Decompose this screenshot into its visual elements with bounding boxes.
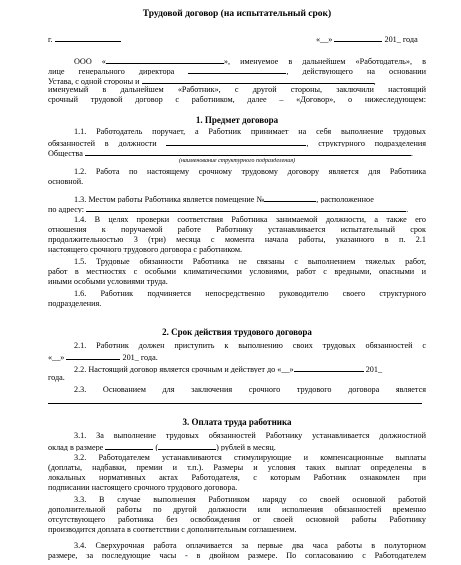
s1-line-4: 1.2. Работа по настоящему срочному трудовому договору является для Работника [74, 167, 426, 176]
s1-line-3: Общества . [48, 149, 413, 157]
intro-line-4: именуемый в дальнейшем «Работник», с другой стороны, заключили настоящий [48, 85, 426, 94]
date-month-blank[interactable] [334, 33, 382, 42]
position-blank[interactable] [166, 137, 306, 146]
date-day: «__» [316, 35, 333, 43]
salary-words-blank[interactable] [158, 441, 216, 450]
company-name-blank[interactable] [106, 55, 224, 64]
intro-line-3: Устава, с одной стороны и , [48, 77, 376, 85]
s1-line-12: 1.5. Трудовые обязанности Работника не связаны с выполнением тяжелых работ, [74, 257, 426, 266]
s3-line-5: локальных нормативных актах Работодателя, с которым Работник ознакомлен при [48, 473, 426, 482]
s3-line-3: 3.2. Работодателем устанавливаются стимулирующие и компенсационные выплаты [74, 453, 426, 462]
end-month-blank[interactable] [294, 363, 364, 372]
s3-line-1: 3.1. За выполнение трудовых обязанностей Работнику устанавливается должностной [74, 431, 426, 440]
address-blank[interactable] [86, 203, 406, 212]
s2-line-5: 2.3. Основанием для заключения срочного трудового договора является [74, 385, 426, 394]
section-3-heading: 3. Оплата труда работника [182, 417, 292, 427]
s1-line-10: продолжительностью 3 (три) месяца с момента начала работы, указанного в п. 2.1 [48, 235, 426, 244]
intro-line-1: ООО « », именуемое в дальнейшем «Работодатель», в [74, 57, 426, 65]
s3-line-8: дополнительной работы по другой должности или исполнения обязанностей временно [48, 505, 426, 514]
s3-line-10: производится доплата в соответствии с дополнительным соглашением. [48, 525, 297, 534]
s3-line-7: 3.3. В случае выполнения Работником наряду со своей основной работой [74, 495, 426, 504]
s1-line-8: 1.4. В целях проверки соответствия Работника занимаемой должности, а также его [74, 215, 426, 224]
intro-line-5: срочный трудовой договор с работником, далее – «Договор», о нижеследующем: [48, 95, 426, 104]
s1-line-16: подразделения. [48, 299, 102, 308]
employee-name-blank[interactable] [142, 75, 374, 84]
s2-line-6 [48, 395, 426, 405]
document-title: Трудовой договор (на испытательный срок) [142, 9, 332, 19]
s1-line-6: 1.3. Местом работы Работника является помещение № , расположенное [74, 195, 374, 203]
s1-line-14: иными особыми условиями труда. [48, 277, 168, 286]
date-group [316, 33, 418, 43]
s1-line-2: обязанностей в должности , структурного подразделения [48, 139, 426, 147]
s1-line-9: отношения к поручаемой работе Работнику устанавливается испытательный срок [48, 225, 426, 234]
department-hint: (наименование структурного подразделения) [178, 158, 296, 164]
s3-line-4: (доплаты, надбавки, премии и т.п.). Размеры и условия таких выплат определены в [48, 463, 426, 472]
s3-line-6: подписании настоящего срочного трудового договора. [48, 483, 238, 492]
s1-line-13: работ в местностях с особыми климатическими условиями, работ с вредными, опасными и [48, 267, 426, 276]
s1-line-15: 1.6. Работник подчиняется непосредственно руководителю своего структурного [74, 289, 426, 298]
date-year: 201_ года [382, 35, 418, 43]
s3-line-12: размере, за последующие часы - в двойном размере. По согласованию с Работодателем [48, 551, 426, 560]
section-2-heading: 2. Срок действия трудового договора [162, 327, 312, 337]
header-line [48, 33, 426, 43]
s2-line-2: «__» 201_ года. [48, 353, 158, 361]
room-number-blank[interactable] [264, 193, 316, 202]
s1-line-1: 1.1. Работодатель поручает, а Работник принимает на себя выполнение трудовых [74, 127, 426, 136]
term-basis-blank[interactable] [48, 395, 422, 404]
city-blank[interactable] [55, 33, 121, 42]
intro-line-2: лице генерального директора , действующего на основании [48, 67, 426, 75]
s1-line-11: настоящего срочного трудового договора с работником. [48, 245, 243, 254]
section-1-heading: 1. Предмет договора [195, 115, 279, 125]
city-label: г. [48, 35, 55, 43]
department-blank[interactable] [85, 147, 411, 156]
s2-line-4: года. [48, 373, 65, 382]
s1-line-7: по адресу: . [48, 205, 409, 213]
s1-line-5: основной. [48, 177, 84, 186]
s2-line-3: 2.2. Настоящий договор является срочным и действует до «__» 201_ [74, 365, 383, 373]
s3-line-11: 3.4. Сверхурочная работа оплачивается за первые два часа работы в полуторном [74, 541, 426, 550]
start-month-blank[interactable] [66, 351, 120, 360]
director-name-blank[interactable] [188, 65, 286, 74]
s2-line-1: 2.1. Работник должен приступить к выполнению своих трудовых обязанностей с [74, 341, 426, 350]
salary-number-blank[interactable] [105, 441, 153, 450]
s3-line-9: отсутствующего работника без освобождения от своей основной работы Работнику [48, 515, 426, 524]
s3-line-2: оклад в размере ( ) рублей в месяц. [48, 443, 276, 451]
